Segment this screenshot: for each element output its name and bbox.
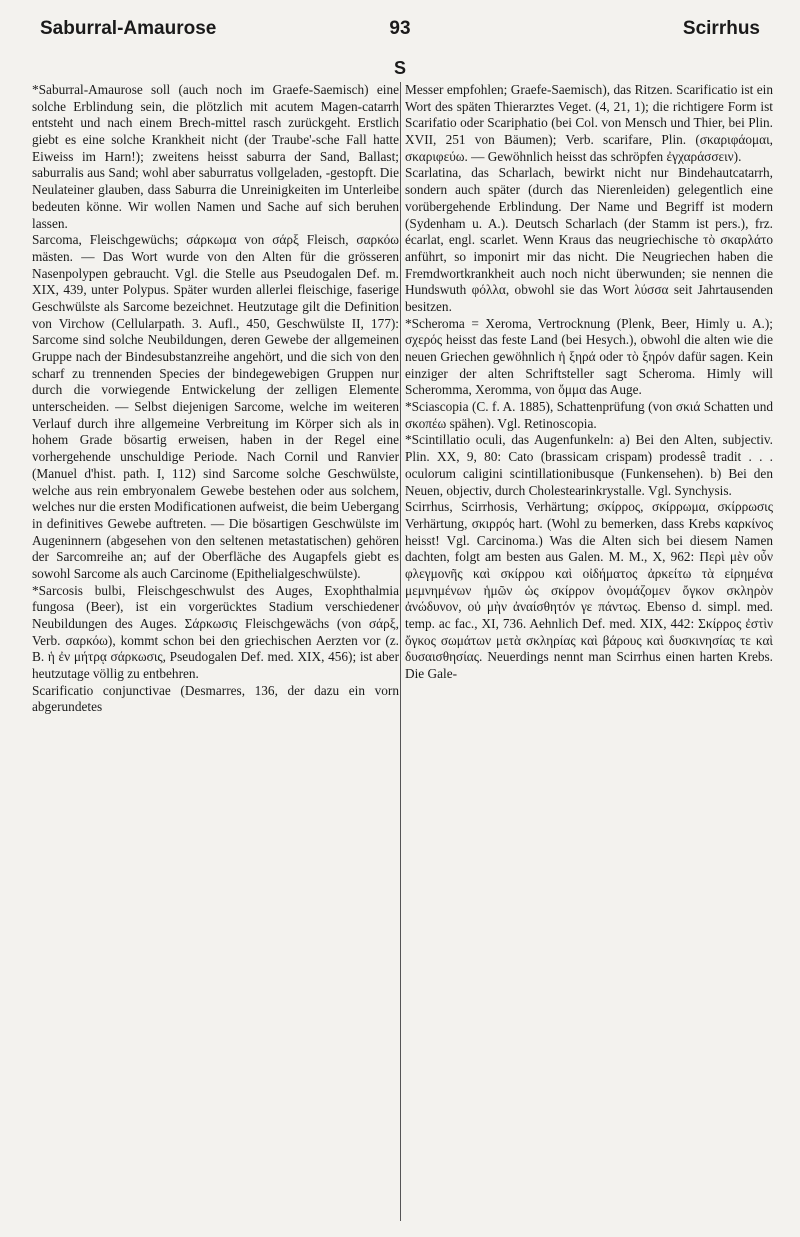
entry-scheroma: *Scheroma = Xeroma, Vertrocknung (Plenk, Beer, Himly u. A.); σχερός heisst das feste Land (bei Hesych.), obwohl die alten wie die neuen Griechen gewöhnlich ἡ ξηρά oder τὸ ξηρόν dafür sagen. Kein einziger der alten Schriftsteller sagt Scheroma. Himly will Scheromma, Xeromma, von ὄμμα das Auge. bbox=[405, 315, 773, 398]
running-header bbox=[40, 14, 760, 54]
column-divider bbox=[400, 82, 401, 1221]
entry-scarificatio-cont: Messer empfohlen; Graefe-Saemisch), das Ritzen. Scarificatio ist ein Wort des späten Thierarztes Veget. (4, 21, 1); die richtigere Form ist Scarifatio oder Scariphatio (bei Col. von Mensch und Thier, bei Plin. XVII, 251 von Bäumen); Verb. scarifare, Plin. (σκαριφάομαι, σκαριφεύω. — Gewöhnlich heisst das schröpfen ἐγχαράσσειν). bbox=[405, 82, 773, 164]
entry-sarcoma: Sarcoma, Fleischgewüchs; σάρκωμα von σάρξ Fleisch, σαρκόω mästen. — Das Wort wurde von den Alten für die grösseren Nasenpolypen gebraucht. Vgl. die Stelle aus Pseudogalen Def. m. XIX, 439, unter Polypus. Später wurden allerlei fleischige, faserige Geschwülste als Sarcome bezeichnet. Heutzutage gilt die Definition von Virchow (Cellularpath. 3. Aufl., 450, Geschwülste II, 177): Sarcome sind solche Neubildungen, deren Gewebe der allgemeinen Gruppe nach der Bindesubstanzreihe angehört, und die sich von den scharf zu trennenden Species der bindegewebigen Gruppen nur durch die vorwiegende Entwickelung der zelligen Elemente unterscheiden. — Selbst diejenigen Sarcome, welche im weiteren Verlauf durch ihre allgemeine Verbreitung im Körper sich als in hohem Grade bösartig erweisen, haben in der Regel eine vorhergehende unschuldige Periode. Nach Cornil und Ranvier (Manuel d'hist. path. I, 112) sind Sarcome solche Geschwülste, welche aus rein embryonalem Gewebe bestehen oder aus solchem, welches nur die ersten Modificationen aufweist, die beim Uebergang in definitives Gewebe auftreten. — Die bösartigen Geschwülste im Augeninnern (abgesehen von den seltenen metastatischen) gehören der Sarcomreihe an; auf der Oberfläche des Augapfels giebt es sowohl Sarcome als auch Carcinome (Epithelialgeschwülste). bbox=[32, 232, 399, 581]
entry-sciascopia: *Sciascopia (C. f. A. 1885), Schattenprüfung (von σκιά Schatten und σκοπέω spähen). Vgl. Retinoscopia. bbox=[405, 399, 773, 431]
entry-scarlatina: Scarlatina, das Scharlach, bewirkt nicht nur Bindehautcatarrh, sondern auch später (durch das Nierenleiden) gelegentlich eine vorübergehende Erblindung. Der Name und Begriff ist modern (Sydenham u. A.). Deutsch Scharlach (der Stamm ist pers.), frz. écarlat, engl. scarlet. Wenn Kraus das neugriechische τὸ σκαρλάτο anführt, so imponirt mir das nicht. Die Neugriechen haben die Fremdwortkrankheit auch noch nicht überwunden; sie nennen die Hundswuth φόλλα, obwohl sie das Wort λύσσα seit Jahrtausenden besitzen. bbox=[405, 165, 773, 314]
entry-saburral-amaurose: *Saburral-Amaurose soll (auch noch im Graefe-Saemisch) eine solche Erblindung sein, die plötzlich mit acutem Magen-catarrh entsteht und nach einem Brech-mittel rasch zurückgeht. Erstlich giebt es eine solche Krankheit nicht (der Traube'-sche Fall hatte Eiweiss im Harn!); zweitens heisst saburra der Sand, Ballast; saburralis aus Sand; wohl aber saburratus vollgeladen, -gestopft. Die Neulateiner glauben, dass Saburra die Unreinigkeiten im Unterleibe bedeuten könne. Wir wollen Namen und Sache auf sich beruhen lassen. bbox=[32, 82, 399, 231]
right-column bbox=[405, 82, 773, 1225]
page-number: 93 bbox=[389, 18, 411, 39]
entry-scintillatio-oculi: *Scintillatio oculi, das Augenfunkeln: a) Bei den Alten, subjectiv. Plin. XX, 9, 80: Cato (brassicam crispam) prodessê tradit . . . oculorum caligini scintillationibusque (Funkensehen). b) Bei den Neuen, objectiv, durch Cholestearinkrystalle. Vgl. Synchysis. bbox=[405, 432, 773, 498]
header-left-term: Saburral-Amaurose bbox=[40, 18, 217, 39]
entry-sarcosis-bulbi: *Sarcosis bulbi, Fleischgeschwulst des Auges, Exophthalmia fungosa (Beer), ist ein vorgerücktes Stadium verschiedener Neubildungen des Auges. Σάρκωσις Fleischgewächs (von σάρξ, Verb. σαρκόω), kommt schon bei den griechischen Aerzten vor (z. B. ἡ ἐν μήτρᾳ σάρκωσις, Pseudogalen Def. med. XIX, 456); ist aber heutzutage völlig zu entbehren. bbox=[32, 582, 399, 682]
entry-scarificatio-start: Scarificatio conjunctivae (Desmarres, 136, der dazu ein vorn abgerundetes bbox=[32, 682, 399, 715]
signature-mark: S bbox=[393, 58, 406, 78]
header-right-term: Scirrhus bbox=[682, 18, 760, 39]
left-column bbox=[32, 82, 399, 1225]
entry-scirrhus: Scirrhus, Scirrhosis, Verhärtung; σκίρρος, σκίρρωμα, σκίρρωσις Verhärtung, σκιρρός hart. (Wohl zu bemerken, dass Krebs καρκίνος heisst! Vgl. Carcinoma.) Was die Alten sich bei diesem Namen dachten, folgt am besten aus Galen. M. M., X, 962: Περὶ μὲν οὖν φλεγμονῆς καὶ σκίρρου καὶ οἰδήματος ἀρκείτω τὰ εἰρημένα μεμνημένων ἡμῶν ὡς σκίρρον ὀνομάζομεν ὄγκον σκληρὸν ἀνώδυνον, οὐ μὴν ἀναίσθητόν γε πάντως. Ebenso d. simpl. med. temp. ac fac., XI, 736. Aehnlich Def. med. XIX, 442: Σκίρρος ἐστὶν ὄγκος σωμάτων μετὰ σκληρίας καὶ βάρους καὶ δυσκινησίας τε καὶ δυσαισθησίας. Neuerdings nennt man Scirrhus einen harten Krebs. Die Gale- bbox=[405, 499, 773, 682]
